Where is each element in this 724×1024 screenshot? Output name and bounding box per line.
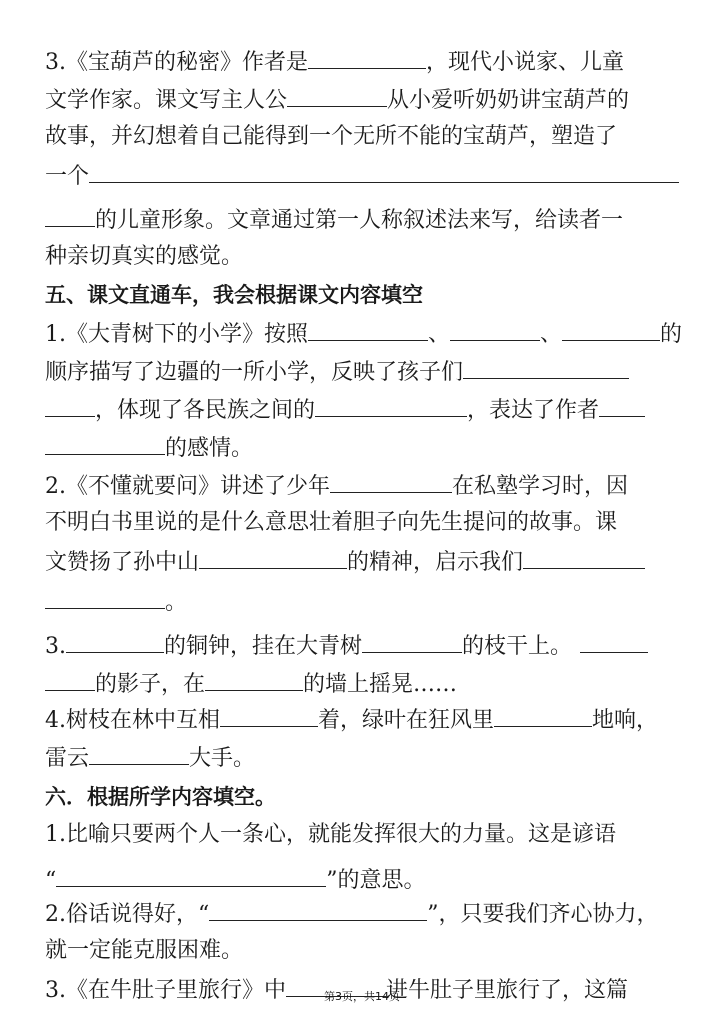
text: 。: [165, 590, 188, 615]
text: 在私塾学习时，因: [452, 474, 629, 499]
page-number: 第3页，共14页: [324, 990, 400, 1003]
text: 进牛肚子里旅行了，这篇: [386, 978, 629, 1003]
blank-branches[interactable]: [220, 702, 318, 727]
text: 4.树枝在林中互相: [45, 708, 220, 733]
s5-q2-line2: 不明白书里说的是什么意思壮着胆子向先生提问的故事。课: [45, 510, 618, 535]
text: 、: [540, 322, 563, 347]
text: 文学作家。课文写主人公: [45, 88, 288, 113]
text: 的枝干上。: [462, 634, 573, 659]
blank-author[interactable]: [308, 44, 426, 69]
text: 3.《在牛肚子里旅行》中: [45, 978, 286, 1003]
s5-q2-line1: [45, 468, 628, 502]
text: ”的意思。: [326, 868, 426, 893]
s5-q1-line1: [45, 316, 682, 350]
blank-youth[interactable]: [330, 468, 452, 493]
text: 的感情。: [165, 436, 254, 461]
text: 的精神，启示我们: [347, 550, 524, 575]
blank-order-2[interactable]: [450, 316, 540, 341]
blank-order-3[interactable]: [562, 316, 660, 341]
s5-q2-line4: [45, 584, 187, 618]
s5-q4-line1: [45, 702, 658, 736]
blank-image-1[interactable]: [89, 158, 679, 183]
s5-q1-line2: [45, 354, 629, 388]
text: 顺序描写了边疆的一所小学，反映了孩子们: [45, 360, 464, 385]
blank-feeling-2[interactable]: [45, 430, 165, 455]
blank-ethnic[interactable]: [315, 392, 467, 417]
text: 雷云: [45, 746, 90, 771]
q4-3-line5: [45, 202, 623, 236]
text: 着，绿叶在狂风里: [318, 708, 495, 733]
s6-q1-line1: 1.比喻只要两个人一条心，就能发挥很大的力量。这是谚语: [45, 822, 616, 847]
text: 的影子，在: [95, 672, 206, 697]
section6-title: 六．根据所学内容填空。: [45, 785, 276, 809]
blank-image-2[interactable]: [45, 202, 95, 227]
text: “: [45, 868, 57, 893]
blank-leaves[interactable]: [494, 702, 592, 727]
text: 2.《不懂就要问》讲述了少年: [45, 474, 330, 499]
text: 文赞扬了孙中山: [45, 550, 200, 575]
blank-wall[interactable]: [205, 666, 303, 691]
q4-3-line6: 种亲切真实的感觉。: [45, 244, 244, 269]
text: 的儿童形象。文章通过第一人称叙述法来写，给读者一: [95, 208, 624, 233]
blank-spirit[interactable]: [199, 544, 347, 569]
blank-lesson-2[interactable]: [45, 584, 165, 609]
blank-shadow-2[interactable]: [45, 666, 95, 691]
blank-proverb[interactable]: [56, 856, 326, 887]
text: ，表达了作者: [467, 398, 600, 423]
q4-3-line4: [45, 158, 679, 192]
q4-3-line2: [45, 82, 629, 116]
blank-cloud[interactable]: [89, 740, 189, 765]
s6-q2-line2: 就一定能克服困难。: [45, 938, 244, 963]
s5-q1-line4: [45, 430, 253, 464]
text: 的墙上摇晃……: [303, 672, 458, 697]
blank-protagonist[interactable]: [287, 82, 387, 107]
blank-children-1[interactable]: [463, 354, 629, 379]
text: 3.: [45, 634, 66, 659]
blank-saying[interactable]: [209, 896, 427, 921]
section5-title: 五、课文直通车，我会根据课文内容填空: [45, 283, 423, 307]
blank-order-1[interactable]: [308, 316, 428, 341]
text: 3.《宝葫芦的秘密》作者是: [45, 50, 308, 75]
blank-children-2[interactable]: [45, 392, 95, 417]
text: 的: [660, 322, 683, 347]
s5-q4-line2: [45, 740, 255, 774]
blank-feeling-1[interactable]: [599, 392, 645, 417]
text: 1.《大青树下的小学》按照: [45, 322, 308, 347]
q4-3-line3: 故事，并幻想着自己能得到一个无所不能的宝葫芦，塑造了: [45, 124, 618, 149]
s6-q1-line2: [45, 856, 426, 893]
s5-q1-line3: [45, 392, 645, 426]
s5-q3-line2: [45, 666, 457, 700]
blank-branch[interactable]: [362, 628, 462, 653]
text: 大手。: [189, 746, 256, 771]
text: ，现代小说家、儿童: [426, 50, 625, 75]
text: ”，只要我们齐心协力，: [427, 902, 659, 927]
text: 的铜钟，挂在大青树: [164, 634, 363, 659]
q4-3-line1: [45, 44, 624, 78]
blank-bell[interactable]: [66, 628, 164, 653]
s5-q2-line3: [45, 544, 645, 578]
text: 一个: [45, 164, 90, 189]
text: 地响，: [592, 708, 659, 733]
text: 、: [428, 322, 451, 347]
blank-lesson-1[interactable]: [523, 544, 645, 569]
text: 2.俗话说得好，“: [45, 902, 210, 927]
text: ，体现了各民族之间的: [95, 398, 316, 423]
blank-shadow-1[interactable]: [580, 628, 648, 653]
s6-q2-line1: [45, 896, 659, 930]
s5-q3-line1: [45, 628, 648, 662]
text: 从小爱听奶奶讲宝葫芦的: [387, 88, 630, 113]
